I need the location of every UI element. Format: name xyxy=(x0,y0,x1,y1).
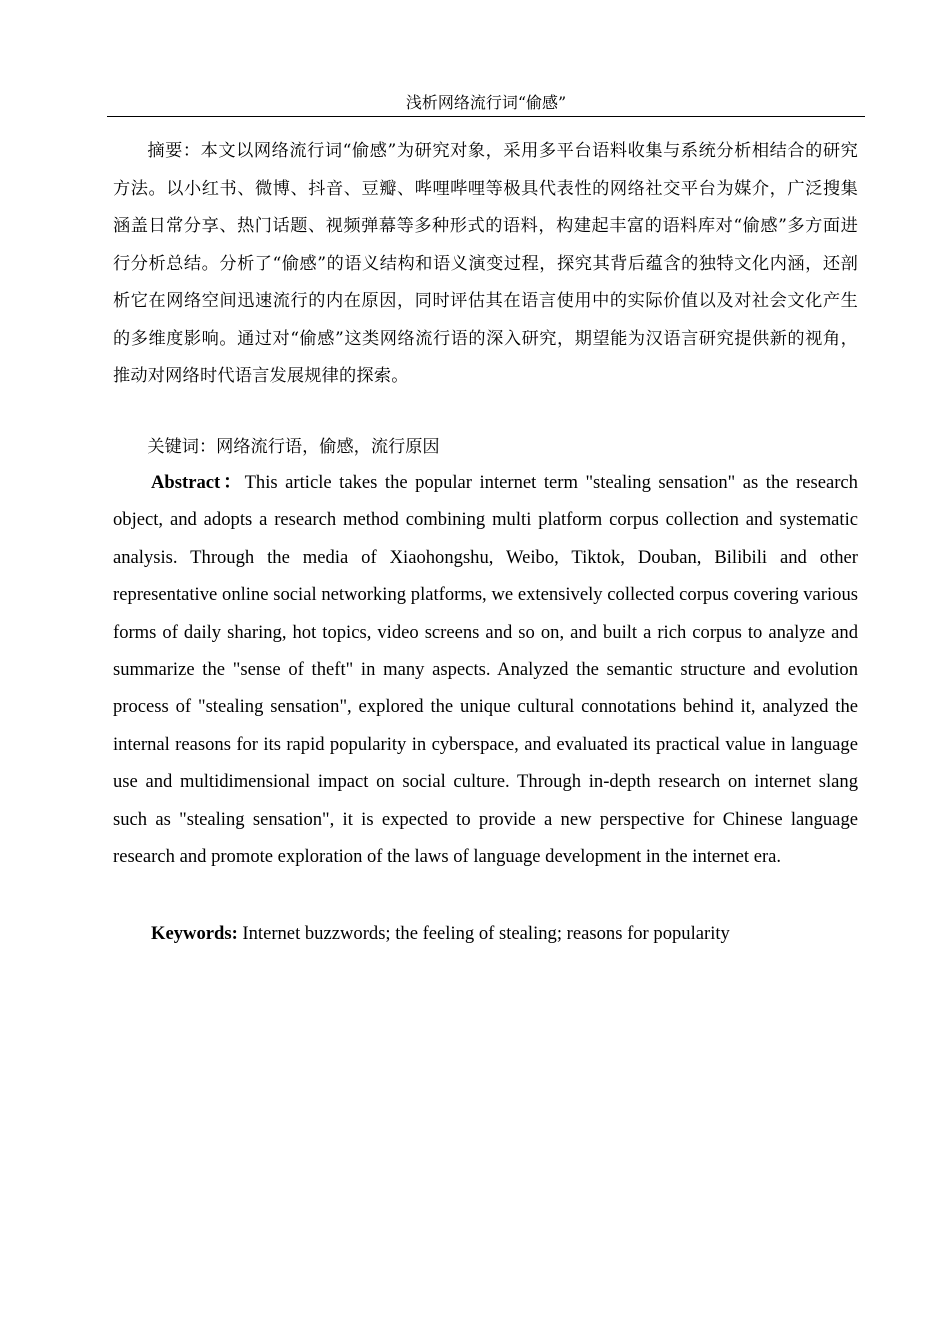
english-keywords-paragraph xyxy=(113,915,858,952)
chinese-abstract-paragraph xyxy=(113,133,858,396)
chinese-keywords-label: 关键词： xyxy=(147,437,217,457)
chinese-keywords-paragraph xyxy=(113,429,858,467)
english-abstract-paragraph xyxy=(113,464,858,875)
english-keywords-label: Keywords: xyxy=(151,923,238,944)
running-header-title: 浅析网络流行词“偷感” xyxy=(405,93,567,112)
header-divider xyxy=(107,116,865,117)
chinese-keywords-text: 网络流行语，偷感，流行原因 xyxy=(216,437,440,457)
english-keywords-text: Internet buzzwords; the feeling of stealing; reasons for popularity xyxy=(237,923,730,944)
chinese-abstract-label: 摘要： xyxy=(147,141,201,161)
chinese-abstract-text: 本文以网络流行词“偷感”为研究对象，采用多平台语料收集与系统分析相结合的研究方法。以小红书、微博、抖音、豆瓣、哔哩哔哩等极具代表性的网络社交平台为媒介，广泛搜集涵盖日常分享、热门话题、视频弹幕等多种形式的语料，构建起丰富的语料库对“偷感”多方面进行分析总结。分析了“偷感”的语义结构和语义演变过程，探究其背后蕴含的独特文化内涵，还剖析它在网络空间迅速流行的内在原因，同时评估其在语言使用中的实际价值以及对社会文化产生的多维度影响。通过对“偷感”这类网络流行语的深入研究，期望能为汉语言研究提供新的视角，推动对网络时代语言发展规律的探索。 xyxy=(113,141,858,386)
english-abstract-text: This article takes the popular internet term "stealing sensation" as the research object, and adopts a research method combining multi platform corpus collection and systematic analysis. Through the media of Xiaohongshu, Weibo, Tiktok, Douban, Bilibili and other representative online social networking platforms, we extensively collected corpus covering various forms of daily sharing, hot topics, video screens and so on, and built a rich corpus to analyze and summarize the "sense of theft" in many aspects. Analyzed the semantic structure and evolution process of "stealing sensation", explored the unique cultural connotations behind it, analyzed the internal reasons for its rapid popularity in cyberspace, and evaluated its practical value in language use and multidimensional impact on social culture. Through in-depth research on internet slang such as "stealing sensation", it is expected to provide a new perspective for Chinese language research and promote exploration of the laws of language development in the internet era. xyxy=(113,472,858,868)
english-abstract-label: Abstract： xyxy=(151,472,245,493)
